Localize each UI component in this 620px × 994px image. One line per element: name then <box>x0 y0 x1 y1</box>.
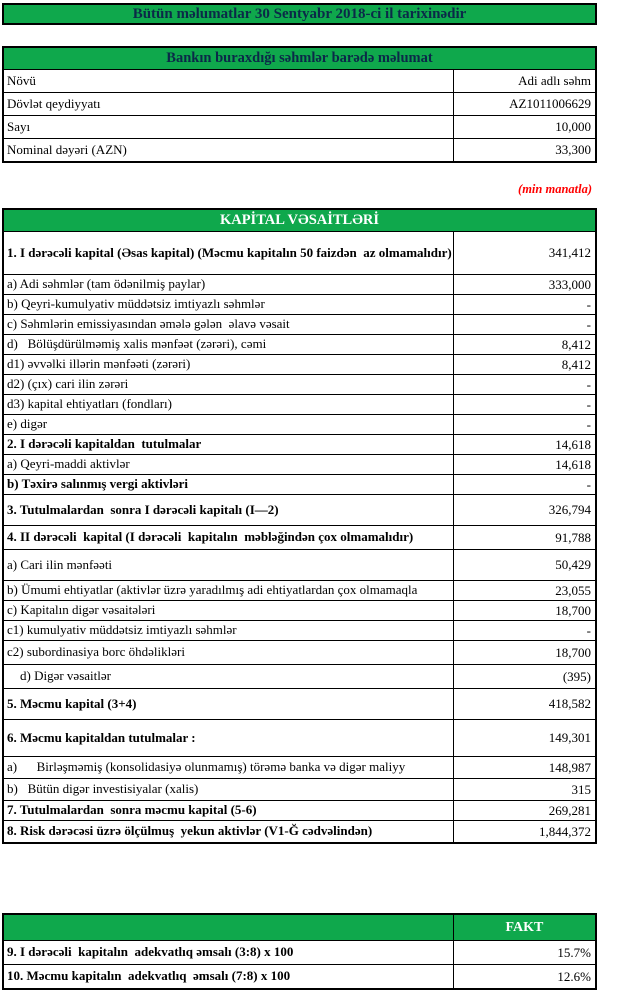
table-row <box>4 549 595 580</box>
capital-table <box>2 208 597 844</box>
row-value: - <box>586 622 591 638</box>
table-row <box>4 474 595 494</box>
row-label: d2) (çıx) cari ilin zərəri <box>4 375 454 394</box>
table-row <box>4 580 595 600</box>
row-label: 9. I dərəcəli kapitalın adekvatlıq əmsalı (3:8) x 100 <box>4 941 454 964</box>
row-value: 8,412 <box>561 336 591 352</box>
row-label: 10. Məcmu kapitalın adekvatlıq əmsalı (7:8) x 100 <box>4 965 454 988</box>
row-label: Dövlət qeydiyyatı <box>4 93 454 115</box>
table-row <box>4 719 595 756</box>
table-row <box>4 274 595 294</box>
row-label: Növü <box>4 70 454 92</box>
table-row <box>4 314 595 334</box>
top-banner <box>2 3 597 25</box>
table-row <box>4 778 595 800</box>
row-value: 50,429 <box>555 557 591 572</box>
row-label: 7. Tutulmalardan sonra məcmu kapital (5-6) <box>4 801 454 820</box>
row-value: 269,281 <box>548 802 591 818</box>
row-label: a) Cari ilin mənfəəti <box>4 550 454 580</box>
row-label: 8. Risk dərəcəsi üzrə ölçülmuş yekun aktivlər (V1-Ğ cədvəlindən) <box>4 821 454 842</box>
table-row <box>4 394 595 414</box>
table-row <box>4 494 595 525</box>
fakt-table <box>2 913 597 990</box>
row-label: 5. Məcmu kapital (3+4) <box>4 689 454 719</box>
capital-table-title <box>4 210 595 231</box>
row-label: 1. I dərəcəli kapital (Əsas kapital) (Məcmu kapitalın 50 faizdən az olmamalıdır) <box>4 232 454 274</box>
row-label: c) Səhmlərin emissiyasından əmələ gələn əlavə vəsait <box>4 315 454 334</box>
row-label: Nominal dəyəri (AZN) <box>4 139 454 161</box>
row-label: b) Bütün digər investisiyalar (xalis) <box>4 779 454 800</box>
row-value: 91,788 <box>555 529 591 545</box>
row-label: 4. II dərəcəli kapital (I dərəcəli kapitalın məbləğindən çox olmamalıdır) <box>4 526 454 549</box>
row-value: 1,844,372 <box>539 823 591 839</box>
row-value: 341,412 <box>548 245 591 260</box>
table-row <box>4 414 595 434</box>
row-label: 2. I dərəcəli kapitaldan tutulmalar <box>4 435 454 454</box>
row-value: 418,582 <box>548 696 591 711</box>
capital-table-title-text: KAPİTAL VƏSAİTLƏRİ <box>219 212 380 228</box>
row-value: 315 <box>571 781 591 797</box>
row-value: 12.6% <box>557 968 591 984</box>
row-value: - <box>586 376 591 392</box>
table-row <box>4 354 595 374</box>
table-row <box>4 92 595 115</box>
table-row <box>4 294 595 314</box>
row-value: 149,301 <box>548 730 591 745</box>
table-row <box>4 374 595 394</box>
row-value: 326,794 <box>548 502 591 517</box>
row-label: d1) əvvəlki illərin mənfəəti (zərəri) <box>4 355 454 374</box>
capital-table-rows <box>4 231 595 842</box>
row-label: e) digər <box>4 415 454 434</box>
table-row <box>4 69 595 92</box>
row-value: 18,700 <box>555 602 591 618</box>
row-value: - <box>586 476 591 492</box>
table-row <box>4 434 595 454</box>
row-label: c2) subordinasiya borc öhdəlikləri <box>4 641 454 664</box>
row-value: 23,055 <box>555 582 591 598</box>
table-row <box>4 800 595 820</box>
table-row <box>4 454 595 474</box>
row-label: 6. Məcmu kapitaldan tutulmalar : <box>4 720 454 756</box>
table-row <box>4 334 595 354</box>
row-value: 8,412 <box>561 356 591 372</box>
row-label: d) Digər vəsaitlər <box>4 665 454 688</box>
row-label: a) Birləşməmiş (konsolidasiyə olunmamış) törəmə banka və digər maliyy <box>4 757 454 778</box>
row-value: 33,300 <box>555 142 591 157</box>
row-value: 148,987 <box>548 759 591 775</box>
row-label: d) Bölüşdürülməmiş xalis mənfəət (zərəri), cəmi <box>4 335 454 354</box>
row-value: - <box>586 396 591 412</box>
row-value: - <box>586 296 591 312</box>
table-row <box>4 940 595 964</box>
shares-table <box>2 46 597 163</box>
table-row <box>4 756 595 778</box>
table-row <box>4 600 595 620</box>
row-value: 14,618 <box>555 436 591 452</box>
fakt-header-label: FAKT <box>505 919 544 935</box>
row-label: d3) kapital ehtiyatları (fondları) <box>4 395 454 414</box>
fakt-header-empty-cell <box>4 915 454 940</box>
row-value: Adi adlı səhm <box>518 73 591 88</box>
row-label: c) Kapitalın digər vəsaitələri <box>4 601 454 620</box>
row-value: - <box>586 416 591 432</box>
row-label: c1) kumulyativ müddətsiz imtiyazlı səhmlər <box>4 621 454 640</box>
row-label: a) Qeyri-maddi aktivlər <box>4 455 454 474</box>
table-row <box>4 115 595 138</box>
shares-table-title-text: Bankın buraxdığı səhmlər barədə məlumat <box>166 50 433 66</box>
row-label: b) Təxirə salınmış vergi aktivləri <box>4 475 454 494</box>
table-row <box>4 640 595 664</box>
row-value: 333,000 <box>548 276 591 292</box>
row-label: a) Adi səhmlər (tam ödənilmiş paylar) <box>4 275 454 294</box>
table-row <box>4 138 595 161</box>
table-row <box>4 688 595 719</box>
row-value: AZ1011006629 <box>509 96 591 111</box>
row-value: 10,000 <box>555 119 591 134</box>
table-row <box>4 231 595 274</box>
shares-table-rows <box>4 69 595 161</box>
row-label: Sayı <box>4 116 454 138</box>
row-value: - <box>586 316 591 332</box>
shares-table-title <box>4 48 595 69</box>
row-value: 18,700 <box>555 644 591 660</box>
row-label: b) Ümumi ehtiyatlar (aktivlər üzrə yaradılmış adi ehtiyatlardan çox olmamaqla <box>4 581 454 600</box>
fakt-header-row <box>4 915 595 940</box>
table-row <box>4 525 595 549</box>
table-row <box>4 820 595 842</box>
table-row <box>4 664 595 688</box>
row-label: 3. Tutulmalardan sonra I dərəcəli kapitalı (I—2) <box>4 495 454 525</box>
table-row <box>4 620 595 640</box>
table-row <box>4 964 595 988</box>
fakt-table-rows <box>4 940 595 988</box>
row-value: (395) <box>562 668 591 684</box>
min-manatla-note: (min manatla) <box>518 182 592 196</box>
row-label: b) Qeyri-kumulyativ müddətsiz imtiyazlı səhmlər <box>4 295 454 314</box>
row-value: 15.7% <box>557 944 591 960</box>
row-value: 14,618 <box>555 456 591 472</box>
top-banner-text: Bütün məlumatlar 30 Sentyabr 2018-ci il tarixinədir <box>132 5 467 22</box>
